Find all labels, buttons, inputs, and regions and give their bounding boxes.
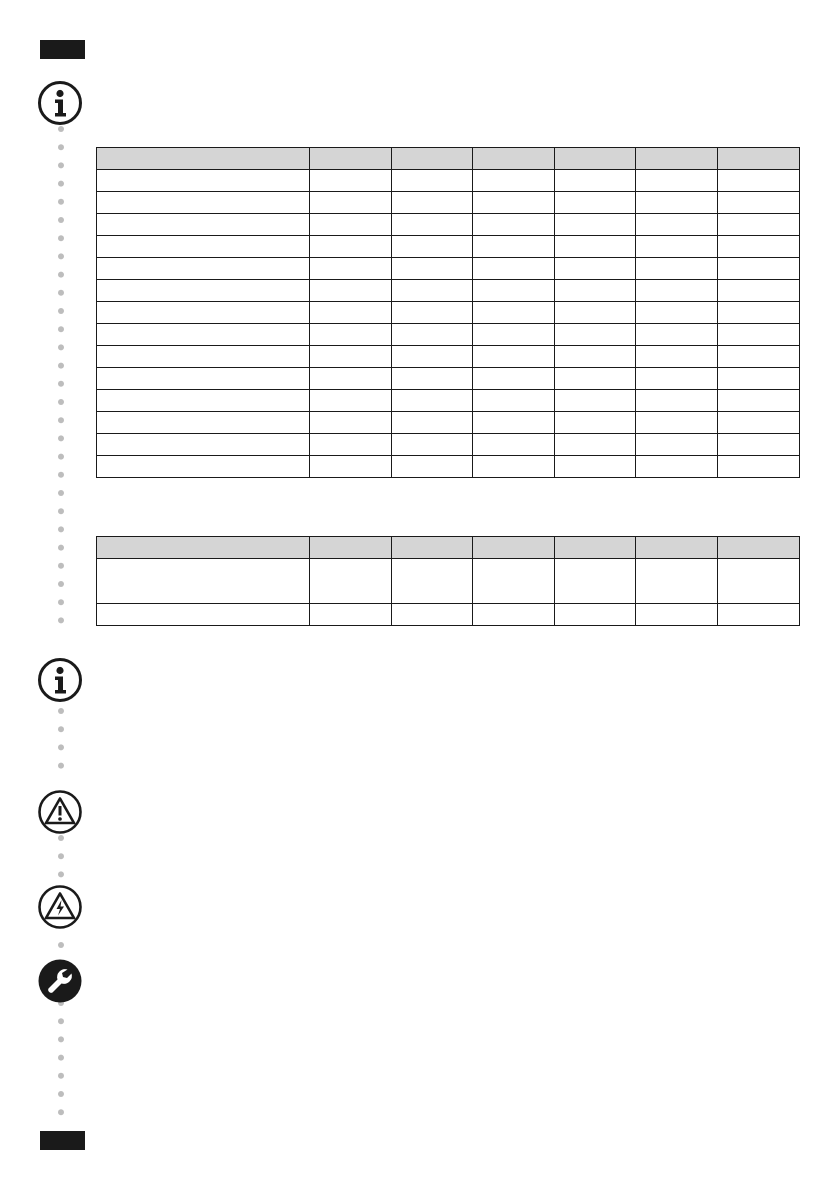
- margin-dot: [58, 599, 64, 605]
- table-header-cell: [636, 537, 718, 559]
- table-cell: [97, 346, 310, 368]
- table-cell: [554, 412, 636, 434]
- table-cell: [391, 258, 473, 280]
- margin-dot: [58, 545, 64, 551]
- table-cell: [554, 346, 636, 368]
- table-row: [97, 456, 800, 478]
- table-cell: [554, 324, 636, 346]
- margin-dot: [58, 272, 64, 278]
- margin-dot: [58, 199, 64, 205]
- margin-dot: [58, 144, 64, 150]
- table-row: [97, 258, 800, 280]
- table-row: [97, 559, 800, 604]
- margin-dot: [58, 726, 64, 732]
- info-icon: [37, 657, 83, 703]
- table-cell: [391, 559, 473, 604]
- wrench-icon: [37, 958, 83, 1004]
- table-row: [97, 434, 800, 456]
- margin-tab-bottom: [40, 1131, 85, 1150]
- table-header-cell: [554, 537, 636, 559]
- table-row: [97, 368, 800, 390]
- table-cell: [310, 236, 392, 258]
- margin-dot: [58, 344, 64, 350]
- table-cell: [636, 324, 718, 346]
- table-cell: [97, 214, 310, 236]
- table-cell: [310, 324, 392, 346]
- table-cell: [97, 434, 310, 456]
- table-row: [97, 302, 800, 324]
- table-cell: [717, 390, 799, 412]
- table-header-cell: [97, 148, 310, 170]
- table-cell: [97, 302, 310, 324]
- table-cell: [636, 412, 718, 434]
- table-cell: [636, 236, 718, 258]
- margin-dot: [58, 417, 64, 423]
- table-cell: [97, 192, 310, 214]
- table-cell: [717, 434, 799, 456]
- margin-dot: [58, 508, 64, 514]
- table-cell: [391, 192, 473, 214]
- table-header-cell: [636, 148, 718, 170]
- table-cell: [97, 368, 310, 390]
- margin-dot: [58, 290, 64, 296]
- table-cell: [717, 324, 799, 346]
- table-cell: [636, 302, 718, 324]
- table-cell: [97, 604, 310, 626]
- table-cell: [391, 456, 473, 478]
- table-cell: [554, 604, 636, 626]
- table-cell: [717, 258, 799, 280]
- table-row: [97, 346, 800, 368]
- table-cell: [717, 456, 799, 478]
- table-header-cell: [554, 148, 636, 170]
- margin-dot: [58, 1036, 64, 1042]
- table-row: [97, 390, 800, 412]
- margin-dot: [58, 1109, 64, 1115]
- table-cell: [554, 280, 636, 302]
- table-row: [97, 604, 800, 626]
- table-cell: [717, 302, 799, 324]
- table-cell: [473, 214, 555, 236]
- table-cell: [473, 368, 555, 390]
- table-cell: [473, 412, 555, 434]
- table-row: [97, 412, 800, 434]
- table-cell: [473, 456, 555, 478]
- table-cell: [636, 192, 718, 214]
- table-cell: [717, 236, 799, 258]
- table-cell: [636, 434, 718, 456]
- table-cell: [473, 192, 555, 214]
- table-cell: [473, 302, 555, 324]
- table-cell: [717, 192, 799, 214]
- margin-dot: [58, 617, 64, 623]
- table-cell: [554, 302, 636, 324]
- table-cell: [97, 390, 310, 412]
- table-cell: [97, 324, 310, 346]
- table-cell: [310, 390, 392, 412]
- warning-icon: [37, 789, 83, 835]
- table-cell: [391, 346, 473, 368]
- table-cell: [310, 412, 392, 434]
- info-icon: [37, 80, 83, 126]
- table-header-cell: [391, 537, 473, 559]
- table-cell: [473, 390, 555, 412]
- electric-hazard-icon: [37, 884, 83, 930]
- table-header-cell: [310, 148, 392, 170]
- margin-dot: [58, 326, 64, 332]
- table-cell: [636, 390, 718, 412]
- margin-dot: [58, 435, 64, 441]
- margin-dot: [58, 399, 64, 405]
- margin-dot: [58, 708, 64, 714]
- table-row: [97, 170, 800, 192]
- specification-table-1: [96, 147, 800, 478]
- table-cell: [391, 434, 473, 456]
- table-cell: [636, 214, 718, 236]
- table-cell: [717, 280, 799, 302]
- table-cell: [636, 346, 718, 368]
- table-cell: [391, 604, 473, 626]
- table-cell: [636, 170, 718, 192]
- table-cell: [97, 559, 310, 604]
- margin-dot: [58, 181, 64, 187]
- table-cell: [636, 258, 718, 280]
- specification-table-2: [96, 536, 800, 626]
- table-cell: [717, 604, 799, 626]
- table-row: [97, 214, 800, 236]
- table-cell: [310, 302, 392, 324]
- table-cell: [310, 214, 392, 236]
- table-header-row: [97, 148, 800, 170]
- table-cell: [554, 258, 636, 280]
- table-cell: [717, 346, 799, 368]
- table-header-cell: [310, 537, 392, 559]
- margin-dot: [58, 126, 64, 132]
- table-cell: [636, 559, 718, 604]
- margin-dot: [58, 363, 64, 369]
- table-cell: [391, 170, 473, 192]
- table-cell: [554, 390, 636, 412]
- margin-dot: [58, 763, 64, 769]
- margin-dot: [58, 472, 64, 478]
- table-cell: [636, 456, 718, 478]
- table-cell: [310, 456, 392, 478]
- table-cell: [391, 324, 473, 346]
- table-cell: [97, 412, 310, 434]
- table-cell: [391, 280, 473, 302]
- table-cell: [310, 280, 392, 302]
- table-cell: [554, 236, 636, 258]
- margin-dot: [58, 744, 64, 750]
- table-cell: [636, 604, 718, 626]
- table-cell: [310, 192, 392, 214]
- margin-dot: [58, 381, 64, 387]
- margin-dot: [58, 253, 64, 259]
- table-cell: [97, 456, 310, 478]
- table-row: [97, 192, 800, 214]
- table-header-cell: [97, 537, 310, 559]
- table-row: [97, 280, 800, 302]
- table-cell: [310, 368, 392, 390]
- table-cell: [554, 170, 636, 192]
- table-header-row: [97, 537, 800, 559]
- table-cell: [554, 192, 636, 214]
- table-header-cell: [473, 148, 555, 170]
- table-cell: [473, 258, 555, 280]
- table-cell: [97, 258, 310, 280]
- table-cell: [473, 559, 555, 604]
- table-cell: [554, 214, 636, 236]
- table-cell: [97, 236, 310, 258]
- table-cell: [310, 604, 392, 626]
- table-header-cell: [473, 537, 555, 559]
- table-cell: [636, 280, 718, 302]
- table-cell: [473, 346, 555, 368]
- table-header-cell: [717, 148, 799, 170]
- table-cell: [554, 559, 636, 604]
- table-cell: [473, 280, 555, 302]
- margin-dot: [58, 1073, 64, 1079]
- table-cell: [473, 324, 555, 346]
- table-cell: [717, 214, 799, 236]
- table-cell: [97, 170, 310, 192]
- table-cell: [391, 302, 473, 324]
- margin-dot: [58, 1018, 64, 1024]
- margin-dot: [58, 563, 64, 569]
- margin-dot: [58, 581, 64, 587]
- margin-dot: [58, 1055, 64, 1061]
- table-cell: [391, 368, 473, 390]
- table-cell: [310, 434, 392, 456]
- margin-dot: [58, 853, 64, 859]
- table-cell: [391, 390, 473, 412]
- table-cell: [717, 170, 799, 192]
- margin-dot: [58, 217, 64, 223]
- table-cell: [391, 214, 473, 236]
- table-row: [97, 324, 800, 346]
- margin-dot: [58, 308, 64, 314]
- table-cell: [310, 346, 392, 368]
- table-cell: [473, 170, 555, 192]
- table-cell: [473, 434, 555, 456]
- table-cell: [636, 368, 718, 390]
- margin-dot: [58, 942, 64, 948]
- table-cell: [391, 236, 473, 258]
- margin-dot: [58, 835, 64, 841]
- margin-dot: [58, 1091, 64, 1097]
- table-cell: [391, 412, 473, 434]
- margin-dot: [58, 490, 64, 496]
- table-cell: [310, 559, 392, 604]
- margin-dot: [58, 871, 64, 877]
- table-cell: [717, 559, 799, 604]
- margin-dot: [58, 235, 64, 241]
- margin-dot: [58, 162, 64, 168]
- table-cell: [310, 170, 392, 192]
- table-cell: [473, 236, 555, 258]
- margin-dot: [58, 526, 64, 532]
- table-cell: [717, 412, 799, 434]
- table-cell: [97, 280, 310, 302]
- table-row: [97, 236, 800, 258]
- table-cell: [554, 368, 636, 390]
- table-header-cell: [717, 537, 799, 559]
- table-cell: [473, 604, 555, 626]
- margin-dot: [58, 454, 64, 460]
- table-cell: [310, 258, 392, 280]
- table-cell: [554, 456, 636, 478]
- table-cell: [717, 368, 799, 390]
- table-header-cell: [391, 148, 473, 170]
- table-cell: [554, 434, 636, 456]
